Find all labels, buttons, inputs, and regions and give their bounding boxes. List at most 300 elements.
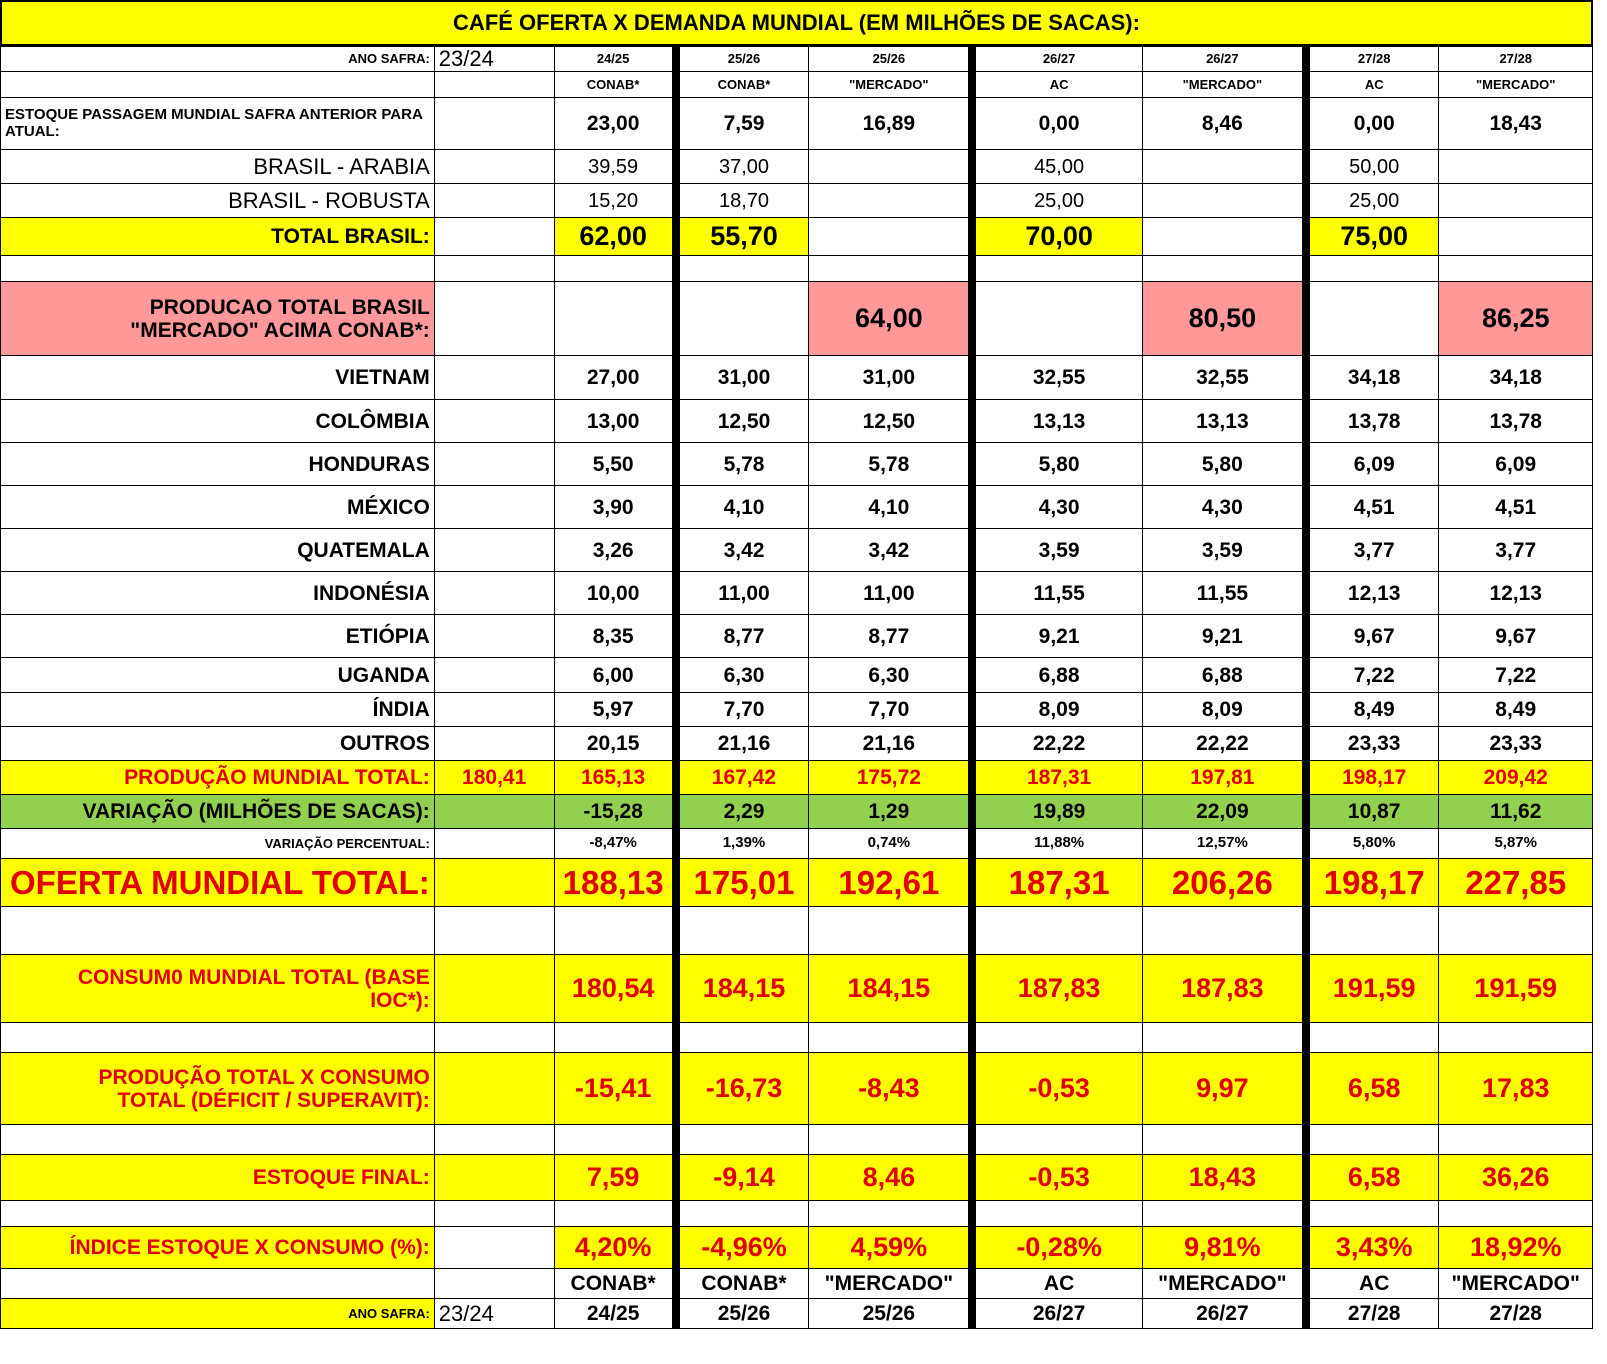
brasil-arabia-cell[interactable] <box>809 150 973 184</box>
safra-header-cell[interactable]: 26/27 <box>1142 47 1306 72</box>
estoque-final-cell[interactable]: 36,26 <box>1439 1155 1593 1201</box>
empty-cell[interactable] <box>434 907 554 955</box>
brasil-robusta-cell[interactable] <box>809 184 973 218</box>
empty-cell[interactable] <box>809 1201 973 1227</box>
brasil-robusta-cell[interactable]: 25,00 <box>1306 184 1439 218</box>
indice-cell[interactable]: 9,81% <box>1142 1227 1306 1269</box>
country-label[interactable]: UGANDA <box>1 658 435 693</box>
spacer-row <box>1 1201 1593 1227</box>
brasil-arabia-cell[interactable]: 39,59 <box>554 150 676 184</box>
country-value-cell[interactable]: 34,18 <box>1306 356 1439 400</box>
empty-cell[interactable] <box>434 256 554 282</box>
brasil-robusta-label[interactable]: BRASIL - ROBUSTA <box>1 184 435 218</box>
total-brasil-cell[interactable]: 70,00 <box>972 218 1142 256</box>
indice-cell[interactable]: -4,96% <box>676 1227 809 1269</box>
empty-cell[interactable] <box>1142 256 1306 282</box>
empty-cell[interactable] <box>1 72 435 98</box>
consumo-cell[interactable]: 180,54 <box>554 955 676 1023</box>
country-value-cell[interactable]: 23,33 <box>1439 727 1593 761</box>
estoque-final-cell[interactable]: 8,46 <box>809 1155 973 1201</box>
brasil-arabia-cell[interactable]: 50,00 <box>1306 150 1439 184</box>
country-value-cell[interactable]: 7,70 <box>809 693 973 727</box>
country-value-cell[interactable]: 8,09 <box>1142 693 1306 727</box>
country-value-cell[interactable]: 5,97 <box>554 693 676 727</box>
estoque-final-cell[interactable]: -9,14 <box>676 1155 809 1201</box>
empty-cell[interactable] <box>809 256 973 282</box>
oferta-total-cell[interactable]: 175,01 <box>676 859 809 907</box>
footer-safra-cell[interactable]: 25/26 <box>676 1299 809 1329</box>
footer-fonte-cell[interactable]: "MERCADO" <box>1439 1269 1593 1299</box>
estoque-final-cell[interactable]: 18,43 <box>1142 1155 1306 1201</box>
footer-safra-cell[interactable]: 24/25 <box>554 1299 676 1329</box>
country-row <box>1 727 1593 761</box>
empty-cell[interactable] <box>972 1125 1142 1155</box>
producao-mercado-label-line2: "MERCADO" ACIMA CONAB*: <box>130 318 430 342</box>
footer-ano-safra-label[interactable]: ANO SAFRA: <box>1 1299 435 1329</box>
empty-cell[interactable] <box>434 1227 554 1269</box>
country-value-cell[interactable]: 7,22 <box>1439 658 1593 693</box>
producao-mundial-cell[interactable]: 175,72 <box>809 761 973 795</box>
empty-cell[interactable] <box>1 1023 435 1053</box>
variacao-pct-cell[interactable]: 1,39% <box>676 829 809 859</box>
variacao-pct-cell[interactable]: 5,80% <box>1306 829 1439 859</box>
indice-cell[interactable]: 4,20% <box>554 1227 676 1269</box>
safra-header-cell[interactable]: 27/28 <box>1439 47 1593 72</box>
country-label[interactable]: COLÔMBIA <box>1 400 435 443</box>
empty-cell[interactable] <box>434 356 554 400</box>
country-value-cell[interactable]: 3,42 <box>676 529 809 572</box>
empty-cell[interactable] <box>809 1125 973 1155</box>
empty-cell[interactable] <box>434 693 554 727</box>
empty-cell[interactable] <box>676 1023 809 1053</box>
country-value-cell[interactable]: 21,16 <box>809 727 973 761</box>
country-value-cell[interactable]: 8,77 <box>809 615 973 658</box>
empty-cell[interactable] <box>972 1201 1142 1227</box>
country-value-cell[interactable]: 12,50 <box>809 400 973 443</box>
variacao-label[interactable]: VARIAÇÃO (MILHÕES DE SACAS): <box>1 795 435 829</box>
oferta-total-cell[interactable]: 198,17 <box>1306 859 1439 907</box>
empty-cell[interactable] <box>972 1023 1142 1053</box>
country-value-cell[interactable]: 31,00 <box>809 356 973 400</box>
country-value-cell[interactable]: 4,30 <box>972 486 1142 529</box>
variacao-cell[interactable]: -15,28 <box>554 795 676 829</box>
spacer-row <box>1 907 1593 955</box>
variacao-cell[interactable]: 10,87 <box>1306 795 1439 829</box>
fonte-header-cell[interactable]: "MERCADO" <box>1142 72 1306 98</box>
country-label[interactable]: ÍNDIA <box>1 693 435 727</box>
country-value-cell[interactable]: 12,13 <box>1439 572 1593 615</box>
empty-cell[interactable] <box>434 184 554 218</box>
producao-mercado-label-line1: PRODUCAO TOTAL BRASIL <box>149 295 430 319</box>
total-brasil-cell[interactable] <box>1142 218 1306 256</box>
empty-cell[interactable] <box>434 72 554 98</box>
spacer-row <box>1 1023 1593 1053</box>
estoque-passagem-cell[interactable]: 18,43 <box>1439 98 1593 150</box>
country-value-cell[interactable]: 3,59 <box>1142 529 1306 572</box>
consumo-cell[interactable]: 191,59 <box>1439 955 1593 1023</box>
estoque-passagem-cell[interactable]: 0,00 <box>1306 98 1439 150</box>
empty-cell[interactable] <box>1306 256 1439 282</box>
country-value-cell[interactable]: 4,30 <box>1142 486 1306 529</box>
safra-header-cell[interactable]: 26/27 <box>972 47 1142 72</box>
country-value-cell[interactable]: 31,00 <box>676 356 809 400</box>
country-label[interactable]: HONDURAS <box>1 443 435 486</box>
consumo-cell[interactable]: 184,15 <box>676 955 809 1023</box>
total-brasil-cell[interactable] <box>1439 218 1593 256</box>
ano-safra-value[interactable]: 23/24 <box>434 47 554 72</box>
country-value-cell[interactable]: 6,30 <box>676 658 809 693</box>
footer-ano-safra-value[interactable]: 23/24 <box>434 1299 554 1329</box>
oferta-total-cell[interactable]: 227,85 <box>1439 859 1593 907</box>
brasil-robusta-cell[interactable] <box>1439 184 1593 218</box>
empty-cell[interactable] <box>434 1155 554 1201</box>
total-brasil-label[interactable]: TOTAL BRASIL: <box>1 218 435 256</box>
empty-cell[interactable] <box>434 727 554 761</box>
country-value-cell[interactable]: 12,50 <box>676 400 809 443</box>
empty-cell[interactable] <box>1142 1201 1306 1227</box>
footer-safra-cell[interactable]: 27/28 <box>1439 1299 1593 1329</box>
country-label[interactable]: QUATEMALA <box>1 529 435 572</box>
estoque-final-cell[interactable]: 7,59 <box>554 1155 676 1201</box>
consumo-cell[interactable]: 184,15 <box>809 955 973 1023</box>
variacao-cell[interactable]: 11,62 <box>1439 795 1593 829</box>
empty-cell[interactable] <box>676 907 809 955</box>
empty-cell[interactable] <box>434 1125 554 1155</box>
saldo-cell[interactable]: 17,83 <box>1439 1053 1593 1125</box>
footer-fonte-cell[interactable]: "MERCADO" <box>1142 1269 1306 1299</box>
saldo-label-line1: PRODUÇÃO TOTAL X CONSUMO <box>98 1065 430 1089</box>
country-value-cell[interactable]: 11,55 <box>1142 572 1306 615</box>
consumo-cell[interactable]: 187,83 <box>1142 955 1306 1023</box>
country-value-cell[interactable]: 22,22 <box>1142 727 1306 761</box>
empty-cell[interactable] <box>434 572 554 615</box>
country-value-cell[interactable]: 6,88 <box>972 658 1142 693</box>
variacao-cell[interactable]: 19,89 <box>972 795 1142 829</box>
country-value-cell[interactable]: 3,77 <box>1306 529 1439 572</box>
fonte-header-cell[interactable]: "MERCADO" <box>1439 72 1593 98</box>
country-value-cell[interactable]: 13,13 <box>1142 400 1306 443</box>
empty-cell[interactable] <box>554 1125 676 1155</box>
footer-safra-cell[interactable]: 27/28 <box>1306 1299 1439 1329</box>
safra-header-cell[interactable]: 27/28 <box>1306 47 1439 72</box>
country-value-cell[interactable]: 9,21 <box>972 615 1142 658</box>
empty-cell[interactable] <box>434 859 554 907</box>
producao-mercado-cell[interactable]: 86,25 <box>1439 282 1593 356</box>
producao-mercado-cell[interactable]: 80,50 <box>1142 282 1306 356</box>
fonte-header-cell[interactable]: CONAB* <box>554 72 676 98</box>
oferta-total-cell[interactable]: 187,31 <box>972 859 1142 907</box>
empty-cell[interactable] <box>1439 1023 1593 1053</box>
estoque-passagem-label[interactable]: ESTOQUE PASSAGEM MUNDIAL SAFRA ANTERIOR PARA ATUAL: <box>1 98 435 150</box>
country-value-cell[interactable]: 27,00 <box>554 356 676 400</box>
producao-mercado-cell[interactable] <box>972 282 1142 356</box>
empty-cell[interactable] <box>434 1023 554 1053</box>
footer-safra-cell[interactable]: 25/26 <box>809 1299 973 1329</box>
country-value-cell[interactable]: 8,77 <box>676 615 809 658</box>
empty-cell[interactable] <box>434 829 554 859</box>
safra-header-cell[interactable]: 24/25 <box>554 47 676 72</box>
empty-cell[interactable] <box>972 907 1142 955</box>
country-label[interactable]: OUTROS <box>1 727 435 761</box>
oferta-total-cell[interactable]: 206,26 <box>1142 859 1306 907</box>
empty-cell[interactable] <box>809 907 973 955</box>
empty-cell[interactable] <box>1142 1023 1306 1053</box>
country-value-cell[interactable]: 6,00 <box>554 658 676 693</box>
empty-cell[interactable] <box>434 150 554 184</box>
footer-fonte-cell[interactable]: CONAB* <box>676 1269 809 1299</box>
empty-cell[interactable] <box>1306 1125 1439 1155</box>
empty-cell[interactable] <box>1439 256 1593 282</box>
footer-fonte-cell[interactable]: "MERCADO" <box>809 1269 973 1299</box>
saldo-row <box>1 1053 1593 1125</box>
empty-cell[interactable] <box>434 955 554 1023</box>
producao-mundial-cell[interactable]: 198,17 <box>1306 761 1439 795</box>
brasil-robusta-cell[interactable]: 25,00 <box>972 184 1142 218</box>
empty-cell[interactable] <box>434 1201 554 1227</box>
estoque-passagem-cell[interactable]: 8,46 <box>1142 98 1306 150</box>
empty-cell[interactable] <box>1142 1125 1306 1155</box>
country-value-cell[interactable]: 3,59 <box>972 529 1142 572</box>
empty-cell[interactable] <box>434 443 554 486</box>
country-value-cell[interactable]: 13,00 <box>554 400 676 443</box>
country-value-cell[interactable]: 6,09 <box>1439 443 1593 486</box>
producao-mercado-cell[interactable] <box>1306 282 1439 356</box>
oferta-total-cell[interactable]: 188,13 <box>554 859 676 907</box>
producao-prev-value[interactable]: 180,41 <box>434 761 554 795</box>
country-value-cell[interactable]: 8,35 <box>554 615 676 658</box>
empty-cell[interactable] <box>434 795 554 829</box>
producao-mercado-cell[interactable] <box>554 282 676 356</box>
producao-mundial-cell[interactable]: 167,42 <box>676 761 809 795</box>
empty-cell[interactable] <box>434 615 554 658</box>
empty-cell[interactable] <box>434 486 554 529</box>
fonte-header-cell[interactable]: AC <box>972 72 1142 98</box>
country-value-cell[interactable]: 13,78 <box>1439 400 1593 443</box>
estoque-passagem-cell[interactable]: 7,59 <box>676 98 809 150</box>
brasil-robusta-cell[interactable]: 18,70 <box>676 184 809 218</box>
variacao-pct-cell[interactable]: 12,57% <box>1142 829 1306 859</box>
empty-cell[interactable] <box>554 256 676 282</box>
variacao-pct-cell[interactable]: -8,47% <box>554 829 676 859</box>
country-value-cell[interactable]: 7,70 <box>676 693 809 727</box>
total-brasil-cell[interactable]: 62,00 <box>554 218 676 256</box>
safra-header-cell[interactable]: 25/26 <box>809 47 973 72</box>
brasil-arabia-label[interactable]: BRASIL - ARABIA <box>1 150 435 184</box>
country-value-cell[interactable]: 6,88 <box>1142 658 1306 693</box>
empty-cell[interactable] <box>1439 1201 1593 1227</box>
saldo-cell[interactable]: -15,41 <box>554 1053 676 1125</box>
empty-cell[interactable] <box>1306 1023 1439 1053</box>
oferta-total-cell[interactable]: 192,61 <box>809 859 973 907</box>
estoque-final-cell[interactable]: -0,53 <box>972 1155 1142 1201</box>
empty-cell[interactable] <box>434 1269 554 1299</box>
brasil-robusta-cell[interactable] <box>1142 184 1306 218</box>
indice-cell[interactable]: 18,92% <box>1439 1227 1593 1269</box>
saldo-cell[interactable]: -16,73 <box>676 1053 809 1125</box>
saldo-label[interactable] <box>1 1053 435 1125</box>
country-value-cell[interactable]: 12,13 <box>1306 572 1439 615</box>
country-value-cell[interactable]: 3,26 <box>554 529 676 572</box>
country-value-cell[interactable]: 11,00 <box>676 572 809 615</box>
country-value-cell[interactable]: 9,21 <box>1142 615 1306 658</box>
country-value-cell[interactable]: 3,77 <box>1439 529 1593 572</box>
country-value-cell[interactable]: 34,18 <box>1439 356 1593 400</box>
estoque-passagem-cell[interactable]: 0,00 <box>972 98 1142 150</box>
saldo-cell[interactable]: 9,97 <box>1142 1053 1306 1125</box>
empty-cell[interactable] <box>434 658 554 693</box>
country-value-cell[interactable]: 21,16 <box>676 727 809 761</box>
brasil-arabia-cell[interactable]: 37,00 <box>676 150 809 184</box>
empty-cell[interactable] <box>1 1125 435 1155</box>
producao-mundial-cell[interactable]: 187,31 <box>972 761 1142 795</box>
country-value-cell[interactable]: 20,15 <box>554 727 676 761</box>
producao-mercado-cell[interactable] <box>676 282 809 356</box>
saldo-cell[interactable]: -0,53 <box>972 1053 1142 1125</box>
producao-mundial-label[interactable]: PRODUÇÃO MUNDIAL TOTAL: <box>1 761 435 795</box>
country-value-cell[interactable]: 4,51 <box>1306 486 1439 529</box>
empty-cell[interactable] <box>434 98 554 150</box>
empty-cell[interactable] <box>1142 907 1306 955</box>
variacao-pct-cell[interactable]: 0,74% <box>809 829 973 859</box>
brasil-robusta-cell[interactable]: 15,20 <box>554 184 676 218</box>
country-value-cell[interactable]: 4,10 <box>676 486 809 529</box>
country-value-cell[interactable]: 7,22 <box>1306 658 1439 693</box>
indice-cell[interactable]: -0,28% <box>972 1227 1142 1269</box>
country-value-cell[interactable]: 13,13 <box>972 400 1142 443</box>
empty-cell[interactable] <box>972 256 1142 282</box>
country-value-cell[interactable]: 3,90 <box>554 486 676 529</box>
footer-fonte-cell[interactable]: AC <box>1306 1269 1439 1299</box>
producao-mundial-cell[interactable]: 209,42 <box>1439 761 1593 795</box>
country-value-cell[interactable]: 32,55 <box>972 356 1142 400</box>
country-value-cell[interactable]: 5,78 <box>809 443 973 486</box>
empty-cell[interactable] <box>1 907 435 955</box>
country-value-cell[interactable]: 6,30 <box>809 658 973 693</box>
empty-cell[interactable] <box>1306 907 1439 955</box>
producao-mundial-cell[interactable]: 165,13 <box>554 761 676 795</box>
country-value-cell[interactable]: 9,67 <box>1439 615 1593 658</box>
empty-cell[interactable] <box>676 1201 809 1227</box>
estoque-passagem-cell[interactable]: 16,89 <box>809 98 973 150</box>
estoque-final-label[interactable]: ESTOQUE FINAL: <box>1 1155 435 1201</box>
empty-cell[interactable] <box>676 256 809 282</box>
saldo-cell[interactable]: -8,43 <box>809 1053 973 1125</box>
producao-mercado-cell[interactable]: 64,00 <box>809 282 973 356</box>
consumo-cell[interactable]: 191,59 <box>1306 955 1439 1023</box>
producao-mundial-row <box>1 761 1593 795</box>
consumo-cell[interactable]: 187,83 <box>972 955 1142 1023</box>
country-value-cell[interactable]: 8,49 <box>1306 693 1439 727</box>
estoque-passagem-cell[interactable]: 23,00 <box>554 98 676 150</box>
empty-cell[interactable] <box>809 1023 973 1053</box>
country-value-cell[interactable]: 8,09 <box>972 693 1142 727</box>
footer-fonte-cell[interactable]: CONAB* <box>554 1269 676 1299</box>
saldo-cell[interactable]: 6,58 <box>1306 1053 1439 1125</box>
country-value-cell[interactable]: 5,50 <box>554 443 676 486</box>
empty-cell[interactable] <box>1 1201 435 1227</box>
country-value-cell[interactable]: 23,33 <box>1306 727 1439 761</box>
country-value-cell[interactable]: 6,09 <box>1306 443 1439 486</box>
fonte-header-cell[interactable]: AC <box>1306 72 1439 98</box>
country-value-cell[interactable]: 9,67 <box>1306 615 1439 658</box>
country-value-cell[interactable]: 5,80 <box>1142 443 1306 486</box>
empty-cell[interactable] <box>554 907 676 955</box>
empty-cell[interactable] <box>1439 1125 1593 1155</box>
footer-safra-cell[interactable]: 26/27 <box>972 1299 1142 1329</box>
variacao-pct-cell[interactable]: 11,88% <box>972 829 1142 859</box>
empty-cell[interactable] <box>554 1201 676 1227</box>
country-value-cell[interactable]: 22,22 <box>972 727 1142 761</box>
safra-header-cell[interactable]: 25/26 <box>676 47 809 72</box>
variacao-pct-cell[interactable]: 5,87% <box>1439 829 1593 859</box>
empty-cell[interactable] <box>1306 1201 1439 1227</box>
fonte-header-cell[interactable]: "MERCADO" <box>809 72 973 98</box>
country-value-cell[interactable]: 5,78 <box>676 443 809 486</box>
footer-fonte-cell[interactable]: AC <box>972 1269 1142 1299</box>
indice-cell[interactable]: 4,59% <box>809 1227 973 1269</box>
country-value-cell[interactable]: 11,55 <box>972 572 1142 615</box>
country-value-cell[interactable]: 11,00 <box>809 572 973 615</box>
brasil-arabia-cell[interactable]: 45,00 <box>972 150 1142 184</box>
country-label[interactable]: MÉXICO <box>1 486 435 529</box>
consumo-label[interactable] <box>1 955 435 1023</box>
country-value-cell[interactable]: 8,49 <box>1439 693 1593 727</box>
footer-safra-cell[interactable]: 26/27 <box>1142 1299 1306 1329</box>
producao-mundial-cell[interactable]: 197,81 <box>1142 761 1306 795</box>
empty-cell[interactable] <box>434 282 554 356</box>
indice-cell[interactable]: 3,43% <box>1306 1227 1439 1269</box>
ano-safra-label[interactable]: ANO SAFRA: <box>1 47 435 72</box>
empty-cell[interactable] <box>434 1053 554 1125</box>
brasil-arabia-cell[interactable] <box>1142 150 1306 184</box>
empty-cell[interactable] <box>1439 907 1593 955</box>
producao-mercado-label[interactable] <box>1 282 435 356</box>
empty-cell[interactable] <box>1 1269 435 1299</box>
fonte-header-cell[interactable]: CONAB* <box>676 72 809 98</box>
country-label[interactable]: VIETNAM <box>1 356 435 400</box>
country-value-cell[interactable]: 3,42 <box>809 529 973 572</box>
total-brasil-cell[interactable]: 55,70 <box>676 218 809 256</box>
empty-cell[interactable] <box>1 256 435 282</box>
oferta-total-label[interactable]: OFERTA MUNDIAL TOTAL: <box>1 859 435 907</box>
country-value-cell[interactable]: 4,51 <box>1439 486 1593 529</box>
spacer-row <box>1 256 1593 282</box>
empty-cell[interactable] <box>554 1023 676 1053</box>
variacao-cell[interactable]: 2,29 <box>676 795 809 829</box>
estoque-final-cell[interactable]: 6,58 <box>1306 1155 1439 1201</box>
variacao-cell[interactable]: 22,09 <box>1142 795 1306 829</box>
indice-label[interactable]: ÍNDICE ESTOQUE X CONSUMO (%): <box>1 1227 435 1269</box>
variacao-cell[interactable]: 1,29 <box>809 795 973 829</box>
country-value-cell[interactable]: 4,10 <box>809 486 973 529</box>
country-value-cell[interactable]: 13,78 <box>1306 400 1439 443</box>
country-value-cell[interactable]: 32,55 <box>1142 356 1306 400</box>
country-value-cell[interactable]: 10,00 <box>554 572 676 615</box>
empty-cell[interactable] <box>434 529 554 572</box>
country-label[interactable]: INDONÉSIA <box>1 572 435 615</box>
producao-mercado-row <box>1 282 1593 356</box>
total-brasil-cell[interactable] <box>809 218 973 256</box>
empty-cell[interactable] <box>434 400 554 443</box>
country-value-cell[interactable]: 5,80 <box>972 443 1142 486</box>
empty-cell[interactable] <box>676 1125 809 1155</box>
empty-cell[interactable] <box>434 218 554 256</box>
brasil-arabia-cell[interactable] <box>1439 150 1593 184</box>
variacao-pct-label[interactable]: VARIAÇÃO PERCENTUAL: <box>1 829 435 859</box>
country-label[interactable]: ETIÓPIA <box>1 615 435 658</box>
total-brasil-cell[interactable]: 75,00 <box>1306 218 1439 256</box>
header-row-safra <box>1 47 1593 72</box>
